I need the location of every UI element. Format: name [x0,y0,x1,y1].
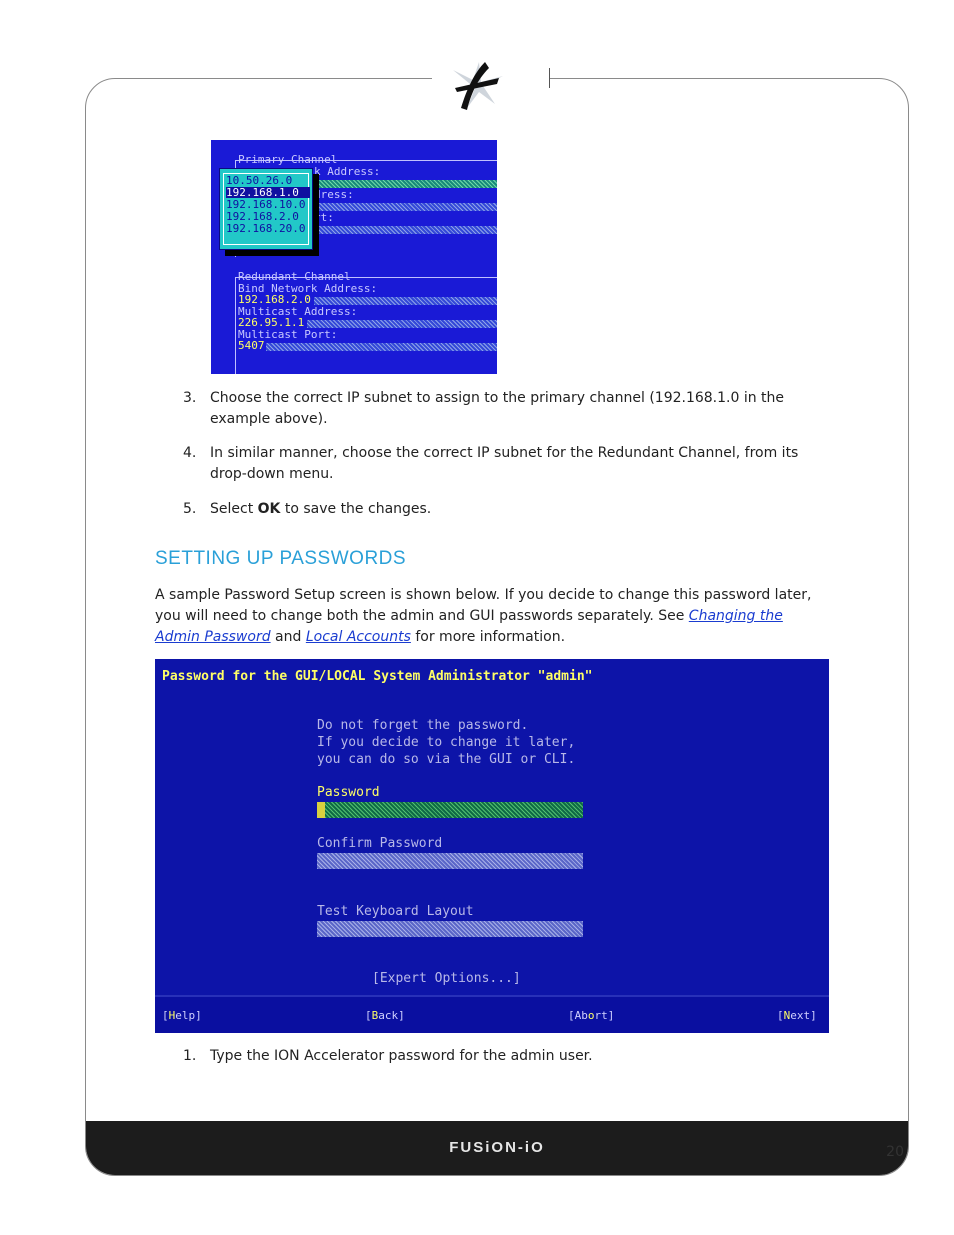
abort-button[interactable]: [Abort] [568,1009,615,1022]
subnet-option[interactable]: 192.168.2.0 [226,210,299,223]
intro-text: for more information. [410,629,566,645]
port-value: 5407 [238,339,265,352]
redundant-bind-field [314,297,497,305]
subnet-option[interactable]: 192.168.10.0 [226,198,306,211]
confirm-password-input[interactable] [317,853,583,869]
changing-admin-password-link[interactable]: Changing the Admin Password [155,608,783,645]
password-screen-title: Password for the GUI/LOCAL System Administrator "admin" [162,669,593,684]
password-message-line: Do not forget the password. [317,718,529,733]
subnet-option[interactable]: 192.168.20.0 [226,222,306,235]
company-logo-icon [445,58,511,114]
intro-text: and [270,629,306,645]
footer-bar [86,1121,908,1175]
subnet-option-selected[interactable]: 192.168.1.0 [226,187,310,198]
ok-keyword: OK [257,501,281,517]
step-text-pre: Select [210,501,258,517]
primary-channel-title: Primary Channel [238,153,338,166]
keyboard-layout-input[interactable] [317,921,583,937]
port-label: Multicast Port: [238,328,338,341]
section-heading: SETTING UP PASSWORDS [155,548,407,569]
primary-multicast-field [314,203,497,211]
intro-paragraph [155,585,825,648]
step-number: 1. [183,1048,197,1064]
subnet-dropdown[interactable] [219,168,313,250]
text-cursor [317,802,325,818]
network-config-screenshot [211,140,497,374]
step-number: 3. [183,390,197,406]
next-button[interactable]: [Next] [777,1009,817,1022]
redundant-multicast-field [307,320,497,328]
redundant-channel-title: Redundant Channel [238,270,351,283]
step-number: 4. [183,445,197,461]
step-number: 5. [183,501,197,517]
footer-brand-logo: FUSiON-iO [449,1139,545,1156]
password-message-line: you can do so via the GUI or CLI. [317,752,576,767]
multicast-value: 226.95.1.1 [238,316,305,329]
local-accounts-link[interactable]: Local Accounts [305,629,411,645]
primary-bind-field [314,180,497,188]
step-text-post: to save the changes. [280,501,432,517]
primary-port-field [314,226,497,234]
multicast-label: Multicast Address: [238,305,358,318]
back-button[interactable]: [Back] [365,1009,405,1022]
expert-options-button[interactable]: [Expert Options...] [372,971,521,986]
step-text: In similar manner, choose the correct IP subnet for the Redundant Channel, from its drop-down menu. [210,445,799,482]
step-text: Choose the correct IP subnet to assign to the primary channel (192.168.1.0 in the example above). [210,390,785,427]
password-input[interactable] [317,802,583,818]
redundant-port-field [266,343,497,351]
subnet-option[interactable]: 10.50.26.0 [226,174,293,187]
port-label-partial: rt: [314,211,334,224]
password-message-line: If you decide to change it later, [317,735,576,750]
intro-text: A sample Password Setup screen is shown below. If you decide to change this password later, you will need to change both the admin and GUI passwords separately. See [155,587,812,624]
password-setup-screenshot [155,659,829,1033]
multicast-label-partial: dress: [314,188,354,201]
password-label: Password [317,785,380,800]
page-number: 20 [886,1144,904,1160]
bind-network-value: 192.168.2.0 [238,293,311,306]
bind-label-partial: k Address: [314,165,381,178]
button-bar [155,997,829,1033]
step-text: Type the ION Accelerator password for the admin user. [210,1048,593,1064]
confirm-password-label: Confirm Password [317,836,443,851]
step-text [210,499,822,520]
subnet-dropdown-list [223,173,309,245]
bind-network-label: Bind Network Address: [238,282,378,295]
help-button[interactable]: [Help] [162,1009,202,1022]
header-tick [549,68,550,88]
keyboard-layout-label: Test Keyboard Layout [317,904,474,919]
